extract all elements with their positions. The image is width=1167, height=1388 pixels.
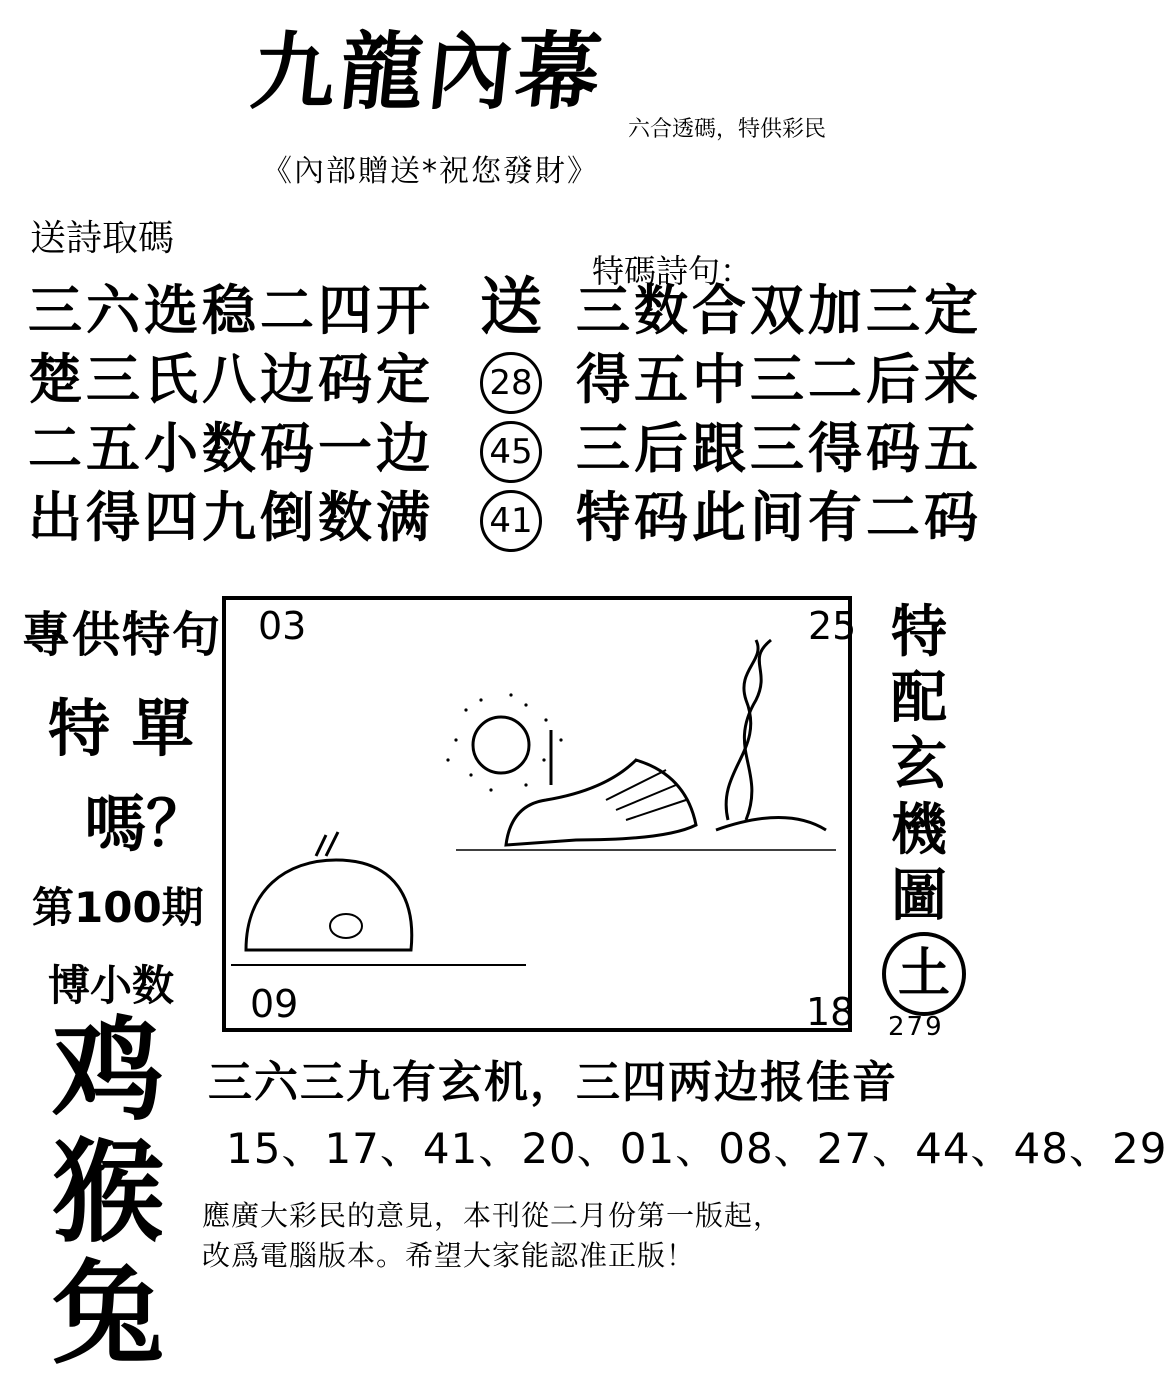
right-column-char: 配 — [891, 666, 947, 731]
poem-right-label: 特碼詩句： — [592, 252, 753, 290]
issue-number: 第100期 — [32, 883, 204, 932]
zodiac-char: 鸡 — [52, 1005, 164, 1136]
poem-left-line: 三六选稳二四开 — [28, 279, 434, 342]
riddle-illustration — [226, 600, 848, 1028]
notice — [202, 1196, 782, 1276]
poem-right-line: 特码此间有二码 — [576, 486, 982, 549]
question-text: 嗎？ — [84, 787, 209, 860]
element-badge: 土 — [882, 932, 966, 1016]
poem-right-line: 得五中三二后来 — [576, 348, 982, 411]
corner-number-bottom-left: 09 — [250, 982, 299, 1026]
zodiac-char: 猴 — [52, 1127, 164, 1258]
poem-left — [28, 280, 434, 556]
tagline: 六合透碼，特供彩民 — [628, 117, 827, 142]
poem-right — [576, 280, 982, 556]
circled-number: 45 — [480, 421, 542, 483]
page-title: 九龍內幕 — [246, 22, 610, 121]
zodiac-list — [52, 1005, 164, 1380]
circled-number: 28 — [480, 352, 542, 414]
left-column — [22, 596, 223, 1013]
circled-number: 41 — [480, 490, 542, 552]
corner-number-top-left: 03 — [258, 604, 307, 648]
notice-line: 應廣大彩民的意見，本刊從二月份第一版起， — [202, 1199, 783, 1232]
right-column-char: 特 — [891, 600, 947, 665]
element-number: 279 — [888, 1012, 944, 1042]
right-column — [884, 600, 954, 930]
poem-left-line: 楚三氏八边码定 — [28, 348, 434, 411]
send-char: 送 — [480, 270, 543, 343]
promo-heading: 專供特句 — [22, 607, 223, 663]
zodiac-char: 兔 — [52, 1249, 164, 1380]
slogan: 三六三九有玄机，三四两边报佳音 — [208, 1057, 898, 1108]
poem-left-label: 送詩取碼 — [30, 218, 175, 259]
right-column-char: 圖 — [891, 864, 947, 929]
poem-left-line: 出得四九倒数满 — [28, 486, 434, 549]
poem-right-line: 三后跟三得码五 — [576, 417, 982, 480]
hint-text: 博小数 — [48, 961, 175, 1010]
poem-right-line: 三数合双加三定 — [576, 279, 982, 342]
right-column-char: 玄 — [891, 732, 947, 797]
special-single-text: 特 單 — [48, 692, 194, 765]
subtitle: 《內部贈送*祝您發財》 — [262, 154, 599, 189]
corner-number-bottom-right: 18 — [806, 990, 855, 1034]
poem-left-line: 二五小数码一边 — [28, 417, 434, 480]
picture-frame — [222, 596, 855, 1034]
number-list: 15、17、41、20、01、08、27、44、48、29 — [226, 1124, 1167, 1173]
corner-number-top-right: 25 — [808, 604, 857, 648]
right-column-char: 機 — [891, 798, 947, 863]
notice-line: 改爲電腦版本。希望大家能認准正版！ — [202, 1239, 696, 1272]
